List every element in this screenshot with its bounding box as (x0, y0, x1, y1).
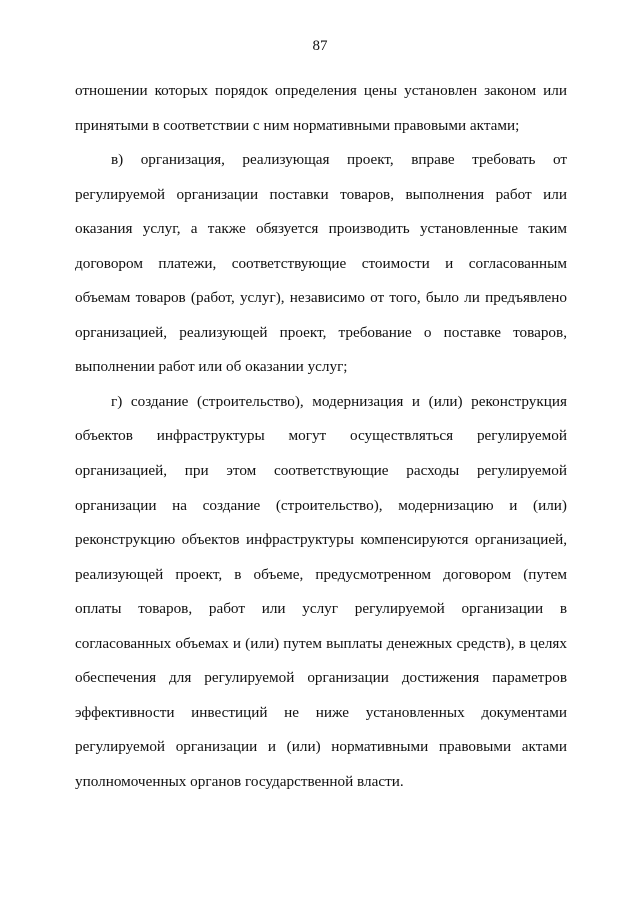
page-number: 87 (312, 38, 328, 54)
paragraph-item-g: г) создание (строительство), модернизация и (или) реконструкция объектов инфраструктуры могут осуществляться регулируемой организацией, при этом соответствующие расходы регулируемой организации на создание (строительство), модернизацию и (или) реконструкцию объектов инфраструктуры компенсируются организацией, реализующей проект, в объеме, предусмотренном договором (путем оплаты товаров, работ или услуг регулируемой организации в согласованных объемах и (или) путем выплаты денежных средств), в целях обеспечения для регулируемой организации достижения параметров эффективности инвестиций не ниже установленных документами регулируемой организации и (или) нормативными правовыми актами уполномоченных органов государственной власти. (75, 392, 567, 790)
paragraph-continuation: отношении которых порядок определения цены установлен законом или принятыми в соответствии с ним нормативными правовыми актами; (75, 82, 567, 134)
paragraph-item-v: в) организация, реализующая проект, вправе требовать от регулируемой организации поставки товаров, выполнения работ или оказания услуг, а также обязуется производить установленные таким договором платежи, соответствующие стоимости и согласованным объемам товаров (работ, услуг), независимо от того, было ли предъявлено организацией, реализующей проект, требование о поставке товаров, выполнении работ или об оказании услуг; (75, 151, 567, 376)
document-body (75, 74, 567, 799)
